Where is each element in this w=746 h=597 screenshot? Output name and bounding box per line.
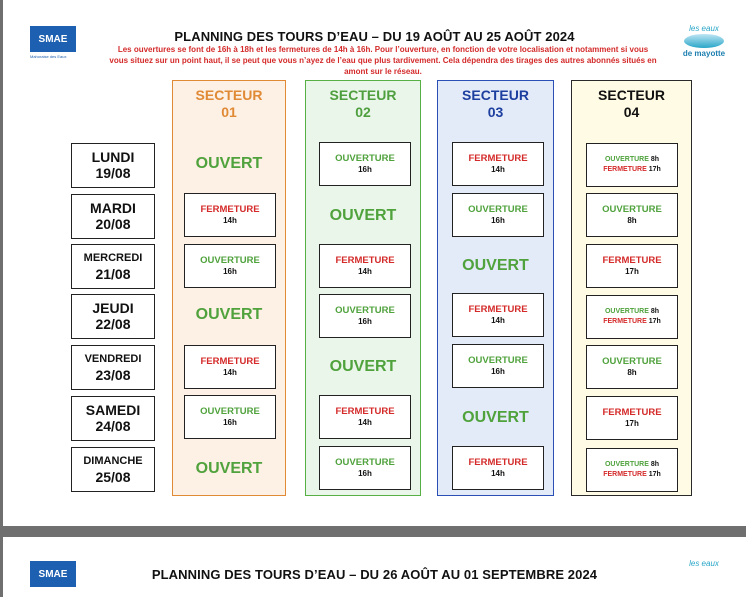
cell-s2-jeudi: OUVERTURE 16h	[319, 294, 411, 338]
sector-header-02: SECTEUR 02	[329, 87, 397, 120]
day-vendredi: VENDREDI 23/08	[71, 345, 155, 390]
smae-logo-mark: SMAE	[30, 561, 76, 587]
cell-s3-dimanche: FERMETURE 14h	[452, 446, 544, 490]
cell-s3-mardi: OUVERTURE 16h	[452, 193, 544, 237]
cell-s1-samedi: OUVERTURE 16h	[184, 395, 276, 439]
cell-s2-mardi: OUVERT	[329, 207, 397, 224]
day-dimanche: DIMANCHE 25/08	[71, 447, 155, 492]
eaux-logo-top: les eaux	[689, 24, 719, 33]
cell-s1-dimanche: OUVERT	[195, 460, 263, 477]
cell-s1-mercredi: OUVERTURE 16h	[184, 244, 276, 288]
cell-s4-mercredi: FERMETURE 17h	[586, 244, 678, 288]
cell-s4-vendredi: OUVERTURE 8h	[586, 345, 678, 389]
cell-s4-lundi: OUVERTURE 8h FERMETURE 17h	[586, 143, 678, 187]
cell-s1-mardi: FERMETURE 14h	[184, 193, 276, 237]
cell-s4-jeudi: OUVERTURE 8h FERMETURE 17h	[586, 295, 678, 339]
smae-logo-tagline: Mahoraise des Eaux	[30, 54, 67, 59]
cell-s4-samedi: FERMETURE 17h	[586, 396, 678, 440]
day-mardi: MARDI 20/08	[71, 194, 155, 239]
schedule-notice: Les ouvertures se font de 16h à 18h et les fermetures de 14h à 16h. Pour l’ouverture, en fonction de votre localisation et notamment si vous vous situez sur un point haut, il se peut que vous n’ayez de l’eau que plus tardivement. Cela dépendra des tirages des autres abonnés situés en amont sur le réseau.	[109, 45, 657, 76]
page-title: PLANNING DES TOURS D’EAU – DU 26 AOÛT AU 01 SEPTEMBRE 2024	[151, 567, 598, 582]
cell-s3-mercredi: OUVERT	[462, 257, 529, 274]
cell-s4-dimanche: OUVERTURE 8h FERMETURE 17h	[586, 448, 678, 492]
cell-s3-lundi: FERMETURE 14h	[452, 142, 544, 186]
sector-header-04: SECTEUR 04	[598, 87, 665, 120]
day-mercredi: MERCREDI 21/08	[71, 244, 155, 289]
sector-header-03: SECTEUR 03	[462, 87, 529, 120]
cell-s3-samedi: OUVERT	[462, 409, 529, 426]
eaux-logo-bottom: de mayotte	[682, 49, 726, 58]
cell-s1-lundi: OUVERT	[195, 155, 263, 172]
day-samedi: SAMEDI 24/08	[71, 396, 155, 441]
day-jeudi: JEUDI 22/08	[71, 294, 155, 339]
cell-s3-vendredi: OUVERTURE 16h	[452, 344, 544, 388]
smae-logo-mark: SMAE	[30, 26, 76, 52]
cell-s2-mercredi: FERMETURE 14h	[319, 244, 411, 288]
day-lundi: LUNDI 19/08	[71, 143, 155, 188]
cell-s1-vendredi: FERMETURE 14h	[184, 345, 276, 389]
sector-header-01: SECTEUR 01	[195, 87, 263, 120]
cell-s4-mardi: OUVERTURE 8h	[586, 193, 678, 237]
cell-s2-vendredi: OUVERT	[329, 358, 397, 375]
page-title: PLANNING DES TOURS D’EAU – DU 19 AOÛT AU 25 AOÛT 2024	[174, 29, 575, 44]
cell-s1-jeudi: OUVERT	[195, 306, 263, 323]
schedule-page-2	[3, 537, 746, 597]
cell-s2-samedi: FERMETURE 14h	[319, 395, 411, 439]
cell-s2-dimanche: OUVERTURE 16h	[319, 446, 411, 490]
schedule-page-1	[3, 0, 746, 526]
cell-s2-lundi: OUVERTURE 16h	[319, 142, 411, 186]
cell-s3-jeudi: FERMETURE 14h	[452, 293, 544, 337]
eaux-logo-top: les eaux	[689, 559, 719, 568]
